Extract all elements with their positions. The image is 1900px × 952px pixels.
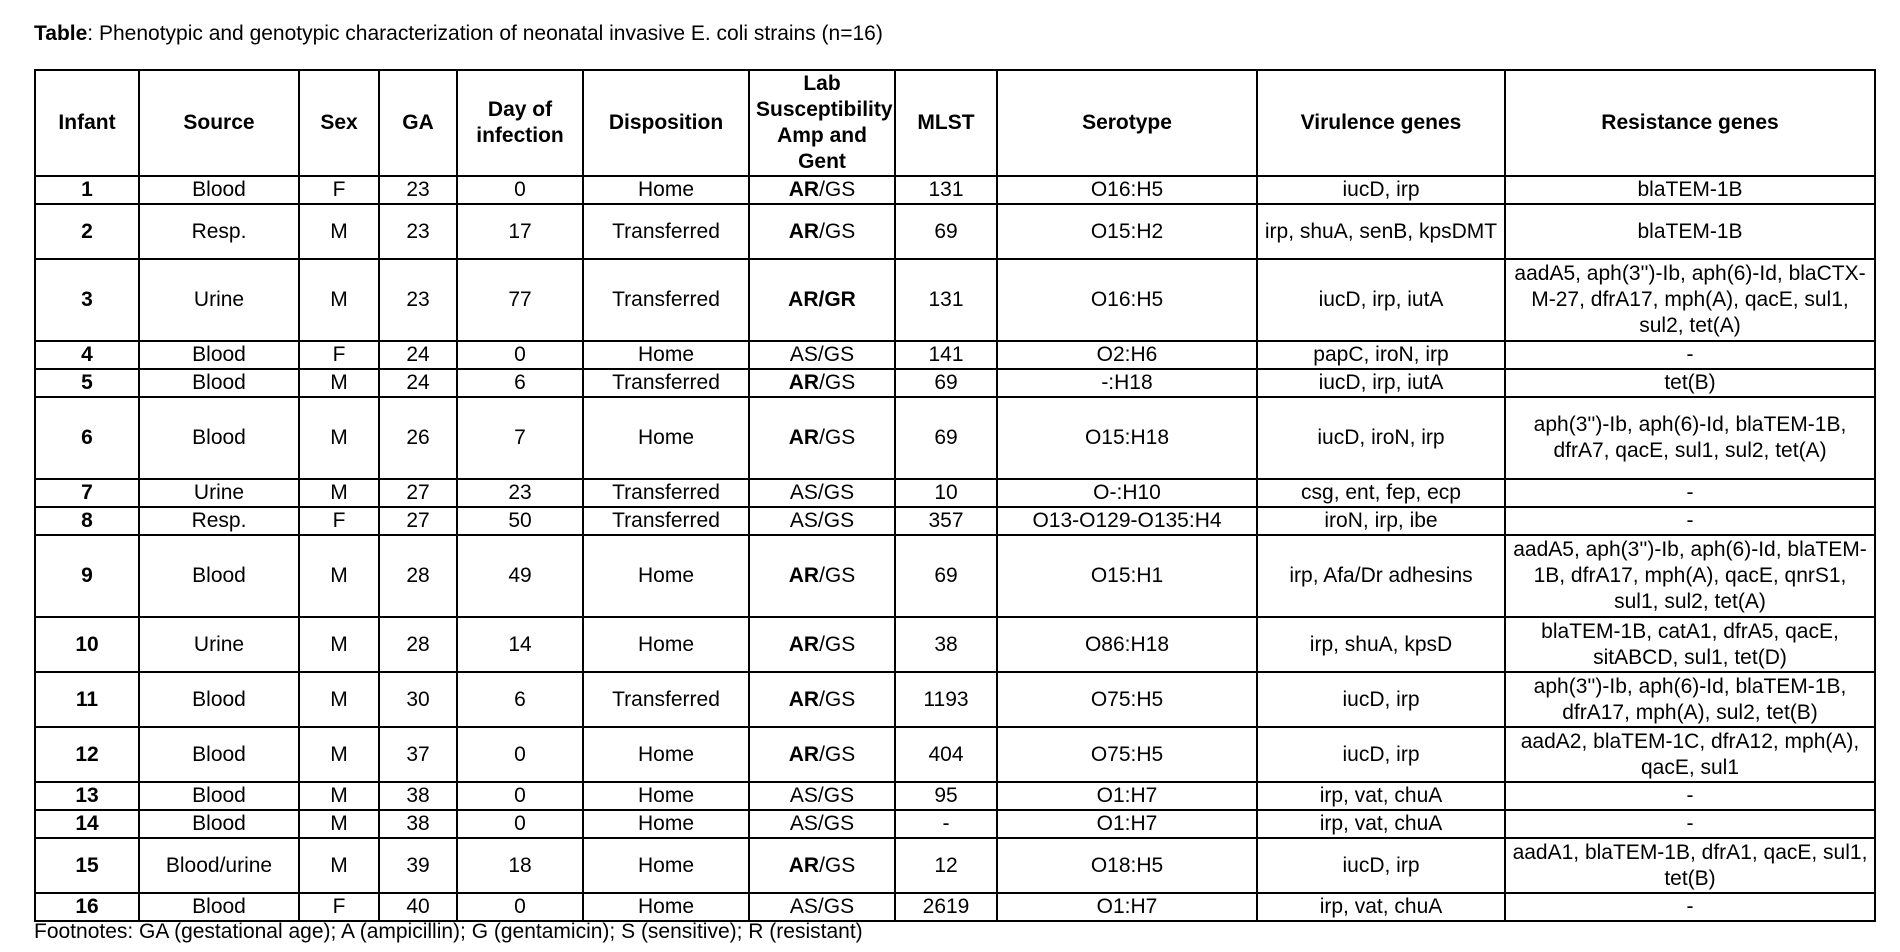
virulence-genes-cell: papC, iroN, irp bbox=[1257, 341, 1505, 369]
amp-result: AR bbox=[788, 426, 820, 449]
gent-result: GS bbox=[824, 426, 856, 449]
source-cell: Blood bbox=[139, 535, 299, 617]
ga-cell: 28 bbox=[379, 535, 457, 617]
sex-cell: F bbox=[299, 341, 379, 369]
serotype-cell: O15:H18 bbox=[997, 397, 1257, 479]
gent-result: GS bbox=[824, 687, 856, 711]
amp-result: AR bbox=[788, 687, 820, 711]
table-body bbox=[35, 176, 1875, 921]
column-header: GA bbox=[379, 70, 457, 176]
virulence-genes-cell: iucD, irp bbox=[1257, 672, 1505, 727]
susceptibility-cell bbox=[749, 369, 895, 397]
ga-cell: 24 bbox=[379, 341, 457, 369]
mlst-cell: 1193 bbox=[895, 672, 997, 727]
infant-cell: 12 bbox=[35, 727, 139, 782]
serotype-cell: O16:H5 bbox=[997, 176, 1257, 204]
table-row bbox=[35, 176, 1875, 204]
disposition-cell: Transferred bbox=[583, 672, 749, 727]
sex-cell: F bbox=[299, 893, 379, 921]
separator: / bbox=[819, 426, 825, 449]
susceptibility-cell bbox=[749, 893, 895, 921]
infant-cell: 11 bbox=[35, 672, 139, 727]
source-cell: Blood/urine bbox=[139, 838, 299, 893]
day-of-infection-cell: 0 bbox=[457, 782, 583, 810]
virulence-genes-cell: iucD, irp, iutA bbox=[1257, 259, 1505, 341]
susceptibility-cell bbox=[749, 672, 895, 727]
day-of-infection-cell: 50 bbox=[457, 507, 583, 535]
serotype-cell: O-:H10 bbox=[997, 479, 1257, 507]
virulence-genes-cell: iucD, irp, iutA bbox=[1257, 369, 1505, 397]
table-row bbox=[35, 810, 1875, 838]
resistance-genes-cell: - bbox=[1505, 782, 1875, 810]
serotype-cell: O15:H2 bbox=[997, 204, 1257, 259]
mlst-cell: 69 bbox=[895, 397, 997, 479]
amp-result: AR bbox=[788, 632, 820, 656]
column-header: Day of infection bbox=[457, 70, 583, 176]
infant-cell: 9 bbox=[35, 535, 139, 617]
serotype-cell: O1:H7 bbox=[997, 810, 1257, 838]
source-cell: Blood bbox=[139, 893, 299, 921]
serotype-cell: O18:H5 bbox=[997, 838, 1257, 893]
mlst-cell: 10 bbox=[895, 479, 997, 507]
strain-table bbox=[34, 69, 1876, 922]
source-cell: Urine bbox=[139, 479, 299, 507]
mlst-cell: 131 bbox=[895, 259, 997, 341]
ga-cell: 27 bbox=[379, 479, 457, 507]
ga-cell: 23 bbox=[379, 259, 457, 341]
day-of-infection-cell: 77 bbox=[457, 259, 583, 341]
infant-cell: 8 bbox=[35, 507, 139, 535]
infant-cell: 6 bbox=[35, 397, 139, 479]
resistance-genes-cell: blaTEM-1B bbox=[1505, 176, 1875, 204]
virulence-genes-cell: iroN, irp, ibe bbox=[1257, 507, 1505, 535]
disposition-cell: Transferred bbox=[583, 204, 749, 259]
virulence-genes-cell: irp, vat, chuA bbox=[1257, 782, 1505, 810]
separator: / bbox=[817, 895, 824, 918]
mlst-cell: - bbox=[895, 810, 997, 838]
virulence-genes-cell: csg, ent, fep, ecp bbox=[1257, 479, 1505, 507]
sex-cell: M bbox=[299, 727, 379, 782]
disposition-cell: Home bbox=[583, 341, 749, 369]
day-of-infection-cell: 0 bbox=[457, 341, 583, 369]
resistance-genes-cell: blaTEM-1B, catA1, dfrA5, qacE, sitABCD, sul1, tet(D) bbox=[1505, 617, 1875, 672]
serotype-cell: O13-O129-O135:H4 bbox=[997, 507, 1257, 535]
gent-result: GS bbox=[824, 564, 856, 587]
virulence-genes-cell: irp, Afa/Dr adhesins bbox=[1257, 535, 1505, 617]
ga-cell: 40 bbox=[379, 893, 457, 921]
separator: / bbox=[817, 481, 824, 504]
resistance-genes-cell: aadA1, blaTEM-1B, dfrA1, qacE, sul1, tet(B) bbox=[1505, 838, 1875, 893]
virulence-genes-cell: iucD, irp bbox=[1257, 176, 1505, 204]
table-row bbox=[35, 369, 1875, 397]
table-row bbox=[35, 535, 1875, 617]
amp-result: AS bbox=[789, 812, 818, 835]
ga-cell: 26 bbox=[379, 397, 457, 479]
table-row bbox=[35, 507, 1875, 535]
day-of-infection-cell: 0 bbox=[457, 893, 583, 921]
mlst-cell: 141 bbox=[895, 341, 997, 369]
source-cell: Blood bbox=[139, 176, 299, 204]
table-row bbox=[35, 204, 1875, 259]
resistance-genes-cell: aph(3'')-Ib, aph(6)-Id, blaTEM-1B, dfrA7, qacE, sul1, sul2, tet(A) bbox=[1505, 397, 1875, 479]
sex-cell: M bbox=[299, 672, 379, 727]
gent-result: GS bbox=[824, 219, 856, 243]
disposition-cell: Home bbox=[583, 176, 749, 204]
table-row bbox=[35, 893, 1875, 921]
gent-result: GS bbox=[823, 343, 855, 366]
source-cell: Resp. bbox=[139, 204, 299, 259]
column-header: Resistance genes bbox=[1505, 70, 1875, 176]
sex-cell: M bbox=[299, 369, 379, 397]
separator: / bbox=[819, 564, 825, 587]
susceptibility-cell bbox=[749, 535, 895, 617]
mlst-cell: 357 bbox=[895, 507, 997, 535]
day-of-infection-cell: 18 bbox=[457, 838, 583, 893]
ga-cell: 37 bbox=[379, 727, 457, 782]
susceptibility-cell bbox=[749, 204, 895, 259]
serotype-cell: O2:H6 bbox=[997, 341, 1257, 369]
gent-result: GS bbox=[824, 853, 856, 877]
table-row bbox=[35, 397, 1875, 479]
mlst-cell: 131 bbox=[895, 176, 997, 204]
disposition-cell: Transferred bbox=[583, 479, 749, 507]
header-row bbox=[35, 70, 1875, 176]
ga-cell: 27 bbox=[379, 507, 457, 535]
separator: / bbox=[819, 742, 825, 766]
gent-result: GS bbox=[823, 481, 855, 504]
amp-result: AR bbox=[788, 178, 820, 201]
susceptibility-cell bbox=[749, 176, 895, 204]
serotype-cell: -:H18 bbox=[997, 369, 1257, 397]
caption-text: : Phenotypic and genotypic characterization of neonatal invasive E. coli strains (n=16) bbox=[87, 22, 883, 45]
serotype-cell: O1:H7 bbox=[997, 893, 1257, 921]
table-row bbox=[35, 838, 1875, 893]
separator: / bbox=[819, 219, 825, 243]
infant-cell: 10 bbox=[35, 617, 139, 672]
source-cell: Resp. bbox=[139, 507, 299, 535]
table-row bbox=[35, 617, 1875, 672]
gent-result: GS bbox=[824, 178, 856, 201]
sex-cell: M bbox=[299, 535, 379, 617]
amp-result: AS bbox=[789, 895, 818, 918]
separator: / bbox=[817, 784, 824, 807]
table-row bbox=[35, 727, 1875, 782]
resistance-genes-cell: - bbox=[1505, 893, 1875, 921]
sex-cell: M bbox=[299, 810, 379, 838]
disposition-cell: Transferred bbox=[583, 259, 749, 341]
table-row bbox=[35, 672, 1875, 727]
resistance-genes-cell: aph(3'')-Ib, aph(6)-Id, blaTEM-1B, dfrA17, mph(A), sul2, tet(B) bbox=[1505, 672, 1875, 727]
table-row bbox=[35, 341, 1875, 369]
sex-cell: M bbox=[299, 617, 379, 672]
disposition-cell: Home bbox=[583, 838, 749, 893]
mlst-cell: 95 bbox=[895, 782, 997, 810]
resistance-genes-cell: aadA5, aph(3'')-Ib, aph(6)-Id, blaTEM-1B, dfrA17, mph(A), qacE, qnrS1, sul1, sul2, tet(A) bbox=[1505, 535, 1875, 617]
source-cell: Blood bbox=[139, 810, 299, 838]
column-header: MLST bbox=[895, 70, 997, 176]
gent-result: GS bbox=[823, 812, 855, 835]
day-of-infection-cell: 49 bbox=[457, 535, 583, 617]
sex-cell: M bbox=[299, 838, 379, 893]
serotype-cell: O75:H5 bbox=[997, 727, 1257, 782]
mlst-cell: 69 bbox=[895, 369, 997, 397]
virulence-genes-cell: irp, vat, chuA bbox=[1257, 810, 1505, 838]
sex-cell: F bbox=[299, 176, 379, 204]
disposition-cell: Home bbox=[583, 810, 749, 838]
disposition-cell: Transferred bbox=[583, 507, 749, 535]
table-row bbox=[35, 782, 1875, 810]
source-cell: Blood bbox=[139, 397, 299, 479]
sex-cell: F bbox=[299, 507, 379, 535]
amp-result: AS bbox=[789, 784, 818, 807]
disposition-cell: Home bbox=[583, 617, 749, 672]
disposition-cell: Home bbox=[583, 727, 749, 782]
infant-cell: 1 bbox=[35, 176, 139, 204]
infant-cell: 4 bbox=[35, 341, 139, 369]
resistance-genes-cell: - bbox=[1505, 341, 1875, 369]
resistance-genes-cell: aadA5, aph(3'')-Ib, aph(6)-Id, blaCTX-M-27, dfrA17, mph(A), qacE, sul1, sul2, tet(A) bbox=[1505, 259, 1875, 341]
table-row bbox=[35, 259, 1875, 341]
mlst-cell: 69 bbox=[895, 535, 997, 617]
amp-result: AR bbox=[788, 742, 820, 766]
susceptibility-cell bbox=[749, 397, 895, 479]
mlst-cell: 69 bbox=[895, 204, 997, 259]
gent-result: GR bbox=[824, 288, 856, 311]
separator: / bbox=[819, 178, 825, 201]
ga-cell: 28 bbox=[379, 617, 457, 672]
source-cell: Blood bbox=[139, 369, 299, 397]
ga-cell: 30 bbox=[379, 672, 457, 727]
infant-cell: 13 bbox=[35, 782, 139, 810]
resistance-genes-cell: blaTEM-1B bbox=[1505, 204, 1875, 259]
column-header: Lab Susceptibility Amp and Gent bbox=[749, 70, 895, 176]
infant-cell: 16 bbox=[35, 893, 139, 921]
source-cell: Blood bbox=[139, 341, 299, 369]
table-row bbox=[35, 479, 1875, 507]
gent-result: GS bbox=[824, 371, 856, 394]
mlst-cell: 404 bbox=[895, 727, 997, 782]
day-of-infection-cell: 0 bbox=[457, 810, 583, 838]
day-of-infection-cell: 14 bbox=[457, 617, 583, 672]
amp-result: AR bbox=[788, 853, 820, 877]
serotype-cell: O15:H1 bbox=[997, 535, 1257, 617]
column-header: Infant bbox=[35, 70, 139, 176]
ga-cell: 38 bbox=[379, 810, 457, 838]
infant-cell: 2 bbox=[35, 204, 139, 259]
disposition-cell: Home bbox=[583, 782, 749, 810]
susceptibility-cell bbox=[749, 617, 895, 672]
virulence-genes-cell: irp, shuA, kpsD bbox=[1257, 617, 1505, 672]
susceptibility-cell bbox=[749, 507, 895, 535]
susceptibility-cell bbox=[749, 782, 895, 810]
resistance-genes-cell: - bbox=[1505, 507, 1875, 535]
serotype-cell: O75:H5 bbox=[997, 672, 1257, 727]
disposition-cell: Home bbox=[583, 893, 749, 921]
ga-cell: 23 bbox=[379, 176, 457, 204]
sex-cell: M bbox=[299, 204, 379, 259]
separator: / bbox=[817, 509, 824, 532]
infant-cell: 7 bbox=[35, 479, 139, 507]
day-of-infection-cell: 7 bbox=[457, 397, 583, 479]
source-cell: Blood bbox=[139, 727, 299, 782]
serotype-cell: O86:H18 bbox=[997, 617, 1257, 672]
disposition-cell: Home bbox=[583, 535, 749, 617]
serotype-cell: O16:H5 bbox=[997, 259, 1257, 341]
column-header: Disposition bbox=[583, 70, 749, 176]
sex-cell: M bbox=[299, 782, 379, 810]
resistance-genes-cell: tet(B) bbox=[1505, 369, 1875, 397]
virulence-genes-cell: iucD, iroN, irp bbox=[1257, 397, 1505, 479]
separator: / bbox=[818, 288, 825, 311]
amp-result: AR bbox=[788, 288, 819, 311]
source-cell: Urine bbox=[139, 617, 299, 672]
footnote: Footnotes: GA (gestational age); A (ampicillin); G (gentamicin); S (sensitive); R (resistant) bbox=[34, 920, 863, 943]
amp-result: AR bbox=[788, 219, 820, 243]
separator: / bbox=[819, 687, 825, 711]
resistance-genes-cell: - bbox=[1505, 479, 1875, 507]
sex-cell: M bbox=[299, 397, 379, 479]
resistance-genes-cell: - bbox=[1505, 810, 1875, 838]
column-header: Sex bbox=[299, 70, 379, 176]
source-cell: Blood bbox=[139, 782, 299, 810]
amp-result: AR bbox=[788, 564, 820, 587]
source-cell: Urine bbox=[139, 259, 299, 341]
infant-cell: 15 bbox=[35, 838, 139, 893]
day-of-infection-cell: 23 bbox=[457, 479, 583, 507]
susceptibility-cell bbox=[749, 838, 895, 893]
ga-cell: 23 bbox=[379, 204, 457, 259]
amp-result: AS bbox=[789, 343, 818, 366]
virulence-genes-cell: irp, vat, chuA bbox=[1257, 893, 1505, 921]
virulence-genes-cell: iucD, irp bbox=[1257, 727, 1505, 782]
table-caption bbox=[34, 20, 883, 48]
susceptibility-cell bbox=[749, 259, 895, 341]
serotype-cell: O1:H7 bbox=[997, 782, 1257, 810]
sex-cell: M bbox=[299, 259, 379, 341]
source-cell: Blood bbox=[139, 672, 299, 727]
column-header: Virulence genes bbox=[1257, 70, 1505, 176]
gent-result: GS bbox=[823, 895, 855, 918]
day-of-infection-cell: 0 bbox=[457, 727, 583, 782]
separator: / bbox=[817, 812, 824, 835]
ga-cell: 24 bbox=[379, 369, 457, 397]
caption-label: Table bbox=[34, 22, 88, 45]
amp-result: AS bbox=[789, 481, 818, 504]
susceptibility-cell bbox=[749, 810, 895, 838]
gent-result: GS bbox=[824, 742, 856, 766]
mlst-cell: 2619 bbox=[895, 893, 997, 921]
mlst-cell: 12 bbox=[895, 838, 997, 893]
column-header: Serotype bbox=[997, 70, 1257, 176]
column-header: Source bbox=[139, 70, 299, 176]
gent-result: GS bbox=[823, 509, 855, 532]
disposition-cell: Home bbox=[583, 397, 749, 479]
infant-cell: 14 bbox=[35, 810, 139, 838]
day-of-infection-cell: 6 bbox=[457, 672, 583, 727]
day-of-infection-cell: 17 bbox=[457, 204, 583, 259]
amp-result: AS bbox=[789, 509, 818, 532]
virulence-genes-cell: irp, shuA, senB, kpsDMT bbox=[1257, 204, 1505, 259]
separator: / bbox=[819, 632, 825, 656]
ga-cell: 38 bbox=[379, 782, 457, 810]
separator: / bbox=[819, 371, 825, 394]
infant-cell: 5 bbox=[35, 369, 139, 397]
gent-result: GS bbox=[823, 784, 855, 807]
susceptibility-cell bbox=[749, 341, 895, 369]
sex-cell: M bbox=[299, 479, 379, 507]
susceptibility-cell bbox=[749, 727, 895, 782]
day-of-infection-cell: 0 bbox=[457, 176, 583, 204]
ga-cell: 39 bbox=[379, 838, 457, 893]
mlst-cell: 38 bbox=[895, 617, 997, 672]
gent-result: GS bbox=[824, 632, 856, 656]
disposition-cell: Transferred bbox=[583, 369, 749, 397]
susceptibility-cell bbox=[749, 479, 895, 507]
separator: / bbox=[817, 343, 824, 366]
resistance-genes-cell: aadA2, blaTEM-1C, dfrA12, mph(A), qacE, sul1 bbox=[1505, 727, 1875, 782]
separator: / bbox=[819, 853, 825, 877]
infant-cell: 3 bbox=[35, 259, 139, 341]
amp-result: AR bbox=[788, 371, 820, 394]
virulence-genes-cell: iucD, irp bbox=[1257, 838, 1505, 893]
day-of-infection-cell: 6 bbox=[457, 369, 583, 397]
